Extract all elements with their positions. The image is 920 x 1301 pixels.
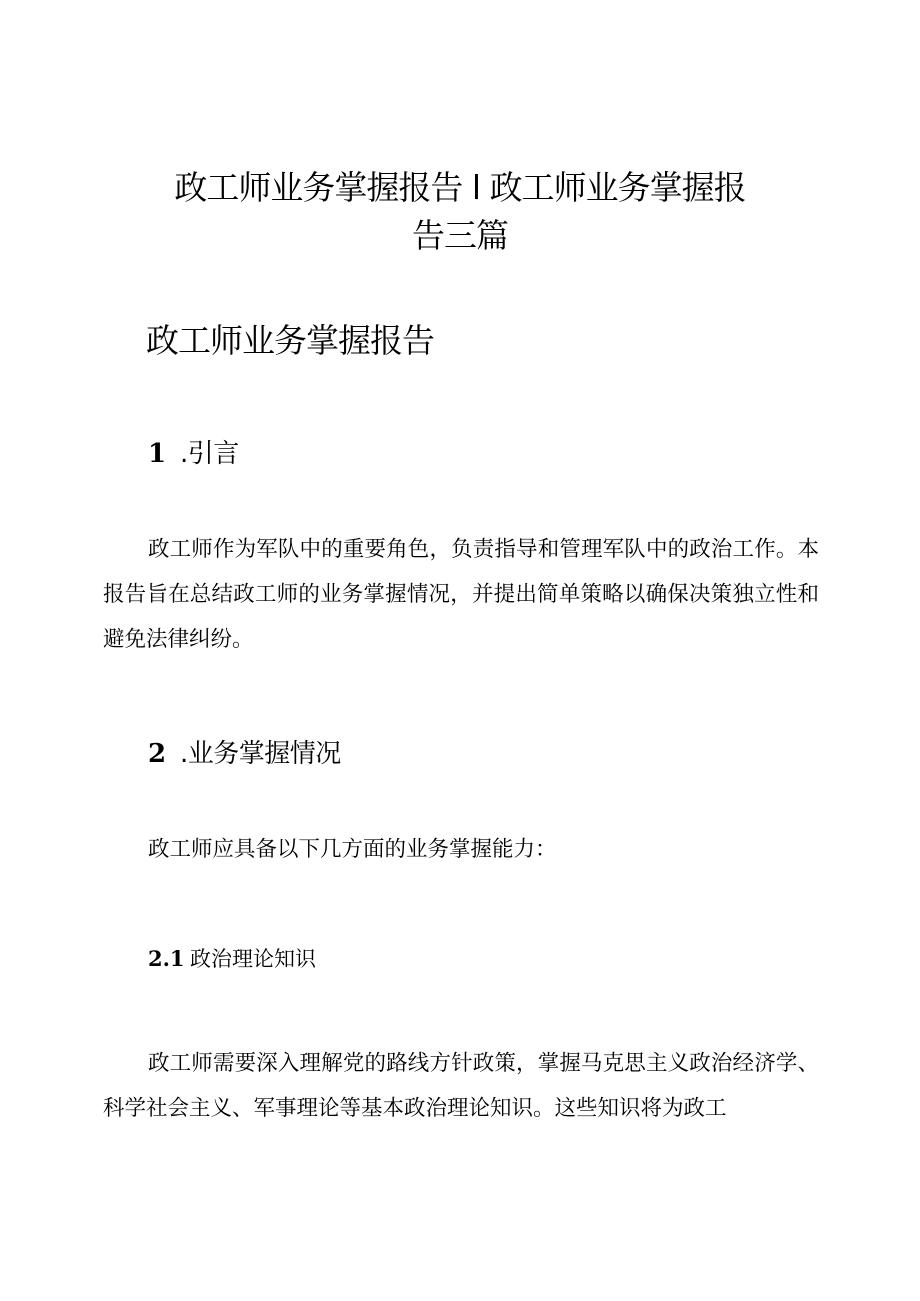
section-number: 2 xyxy=(148,739,166,769)
document-title-line-1: 政工师业务掌握报告 l 政工师业务掌握报 xyxy=(174,168,746,207)
section-heading-business xyxy=(148,736,341,772)
subsection-heading-political-theory xyxy=(148,944,316,974)
section-number: 1 xyxy=(148,439,166,469)
paragraph-intro: 政工师作为军队中的重要角色，负责指导和管理军队中的政治工作。本报告旨在总结政工师的业务掌握情况，并提出简单策略以确保决策独立性和避免法律纠纷。 xyxy=(103,537,819,652)
subsection-title: 政治理论知识 xyxy=(190,947,316,971)
main-heading: 政工师业务掌握报告 xyxy=(146,321,434,360)
section-title: .业务掌握情况 xyxy=(180,739,341,769)
section-heading-intro xyxy=(148,436,239,472)
paragraph-business: 政工师应具备以下几方面的业务掌握能力： xyxy=(148,837,557,862)
document-title-line-2: 告三篇 xyxy=(412,216,508,255)
subsection-number: 2.1 xyxy=(148,946,185,971)
paragraph-political-theory: 政工师需要深入理解党的路线方针政策，掌握马克思主义政治经济学、科学社会主义、军事理论等基本政治理论知识。这些知识将为政工 xyxy=(103,1051,819,1121)
section-title: .引言 xyxy=(180,439,239,469)
